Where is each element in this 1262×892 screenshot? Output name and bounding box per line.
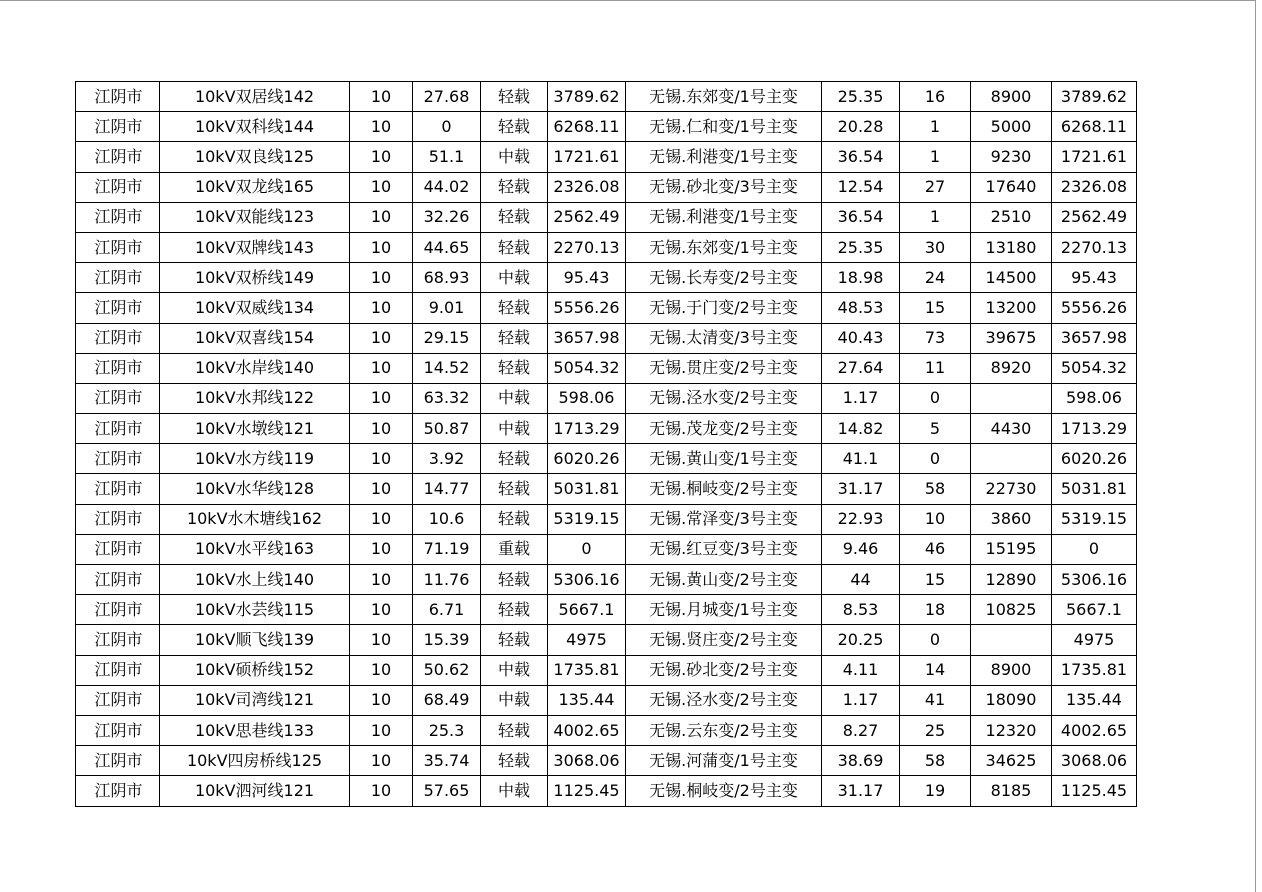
remaining-capacity-cell: 2326.08 — [1052, 172, 1137, 202]
remaining-capacity-cell: 1735.81 — [1052, 655, 1137, 685]
transformer-cell: 无锡.茂龙变/2号主变 — [626, 414, 822, 444]
line-name-cell: 10kV双居线142 — [160, 82, 350, 112]
installed-capacity-cell: 9230 — [971, 142, 1052, 172]
table-row — [76, 383, 1137, 413]
table-row — [76, 232, 1137, 262]
user-count-cell: 58 — [900, 746, 971, 776]
remaining-capacity-cell: 4975 — [1052, 625, 1137, 655]
available-capacity-cell: 6020.26 — [548, 444, 626, 474]
transformer-cell: 无锡.利港变/1号主变 — [626, 142, 822, 172]
load-status-cell: 轻载 — [481, 444, 548, 474]
user-count-cell: 15 — [900, 293, 971, 323]
transformer-cell: 无锡.常泽变/3号主变 — [626, 504, 822, 534]
user-count-cell: 30 — [900, 232, 971, 262]
transformer-load-rate-cell: 1.17 — [822, 383, 900, 413]
transformer-cell: 无锡.于门变/2号主变 — [626, 293, 822, 323]
remaining-capacity-cell: 5054.32 — [1052, 353, 1137, 383]
transformer-load-rate-cell: 8.27 — [822, 715, 900, 745]
installed-capacity-cell: 4430 — [971, 414, 1052, 444]
transformer-load-rate-cell: 41.1 — [822, 444, 900, 474]
available-capacity-cell: 95.43 — [548, 263, 626, 293]
transformer-load-rate-cell: 25.35 — [822, 82, 900, 112]
table-row — [76, 82, 1137, 112]
load-status-cell: 中载 — [481, 685, 548, 715]
city-cell: 江阴市 — [76, 565, 160, 595]
load-rate-cell: 15.39 — [413, 625, 481, 655]
load-status-cell: 轻载 — [481, 565, 548, 595]
load-rate-cell: 32.26 — [413, 202, 481, 232]
load-status-cell: 轻载 — [481, 625, 548, 655]
load-rate-cell: 50.87 — [413, 414, 481, 444]
city-cell: 江阴市 — [76, 112, 160, 142]
voltage-cell: 10 — [350, 715, 413, 745]
voltage-cell: 10 — [350, 82, 413, 112]
load-status-cell: 轻载 — [481, 202, 548, 232]
transformer-load-rate-cell: 36.54 — [822, 142, 900, 172]
load-rate-cell: 27.68 — [413, 82, 481, 112]
user-count-cell: 14 — [900, 655, 971, 685]
load-status-cell: 重载 — [481, 534, 548, 564]
line-name-cell: 10kV双龙线165 — [160, 172, 350, 202]
user-count-cell: 0 — [900, 444, 971, 474]
load-rate-cell: 35.74 — [413, 746, 481, 776]
load-rate-cell: 0 — [413, 112, 481, 142]
user-count-cell: 11 — [900, 353, 971, 383]
remaining-capacity-cell: 1721.61 — [1052, 142, 1137, 172]
transformer-load-rate-cell: 38.69 — [822, 746, 900, 776]
transformer-cell: 无锡.红豆变/3号主变 — [626, 534, 822, 564]
available-capacity-cell: 6268.11 — [548, 112, 626, 142]
line-name-cell: 10kV泗河线121 — [160, 776, 350, 806]
remaining-capacity-cell: 5556.26 — [1052, 293, 1137, 323]
installed-capacity-cell: 34625 — [971, 746, 1052, 776]
line-name-cell: 10kV双牌线143 — [160, 232, 350, 262]
installed-capacity-cell: 13180 — [971, 232, 1052, 262]
load-rate-cell: 68.49 — [413, 685, 481, 715]
load-status-cell: 中载 — [481, 414, 548, 444]
transformer-load-rate-cell: 48.53 — [822, 293, 900, 323]
transformer-cell: 无锡.砂北变/2号主变 — [626, 655, 822, 685]
voltage-cell: 10 — [350, 746, 413, 776]
remaining-capacity-cell: 6268.11 — [1052, 112, 1137, 142]
available-capacity-cell: 5031.81 — [548, 474, 626, 504]
user-count-cell: 18 — [900, 595, 971, 625]
load-status-cell: 轻载 — [481, 82, 548, 112]
user-count-cell: 0 — [900, 383, 971, 413]
table-row — [76, 172, 1137, 202]
city-cell: 江阴市 — [76, 715, 160, 745]
installed-capacity-cell: 39675 — [971, 323, 1052, 353]
remaining-capacity-cell: 4002.65 — [1052, 715, 1137, 745]
user-count-cell: 41 — [900, 685, 971, 715]
user-count-cell: 0 — [900, 625, 971, 655]
installed-capacity-cell: 8900 — [971, 655, 1052, 685]
transformer-load-rate-cell: 31.17 — [822, 474, 900, 504]
city-cell: 江阴市 — [76, 82, 160, 112]
installed-capacity-cell — [971, 383, 1052, 413]
table-row — [76, 263, 1137, 293]
line-name-cell: 10kV双威线134 — [160, 293, 350, 323]
city-cell: 江阴市 — [76, 353, 160, 383]
line-name-cell: 10kV双科线144 — [160, 112, 350, 142]
user-count-cell: 73 — [900, 323, 971, 353]
transformer-load-rate-cell: 20.28 — [822, 112, 900, 142]
installed-capacity-cell: 3860 — [971, 504, 1052, 534]
load-rate-cell: 71.19 — [413, 534, 481, 564]
remaining-capacity-cell: 5031.81 — [1052, 474, 1137, 504]
table-row — [76, 565, 1137, 595]
user-count-cell: 27 — [900, 172, 971, 202]
available-capacity-cell: 4975 — [548, 625, 626, 655]
transformer-cell: 无锡.贤庄变/2号主变 — [626, 625, 822, 655]
transformer-load-rate-cell: 9.46 — [822, 534, 900, 564]
transformer-cell: 无锡.东郊变/1号主变 — [626, 232, 822, 262]
load-status-cell: 轻载 — [481, 323, 548, 353]
transformer-cell: 无锡.月城变/1号主变 — [626, 595, 822, 625]
transformer-load-rate-cell: 44 — [822, 565, 900, 595]
voltage-cell: 10 — [350, 383, 413, 413]
load-rate-cell: 51.1 — [413, 142, 481, 172]
transformer-cell: 无锡.太清变/3号主变 — [626, 323, 822, 353]
voltage-cell: 10 — [350, 444, 413, 474]
voltage-cell: 10 — [350, 595, 413, 625]
table-row — [76, 655, 1137, 685]
transformer-cell: 无锡.利港变/1号主变 — [626, 202, 822, 232]
line-name-cell: 10kV四房桥线125 — [160, 746, 350, 776]
load-status-cell: 轻载 — [481, 172, 548, 202]
remaining-capacity-cell: 3789.62 — [1052, 82, 1137, 112]
city-cell: 江阴市 — [76, 232, 160, 262]
remaining-capacity-cell: 5306.16 — [1052, 565, 1137, 595]
remaining-capacity-cell: 2270.13 — [1052, 232, 1137, 262]
available-capacity-cell: 3789.62 — [548, 82, 626, 112]
line-name-cell: 10kV双喜线154 — [160, 323, 350, 353]
user-count-cell: 25 — [900, 715, 971, 745]
user-count-cell: 46 — [900, 534, 971, 564]
table-row — [76, 474, 1137, 504]
available-capacity-cell: 5667.1 — [548, 595, 626, 625]
city-cell: 江阴市 — [76, 444, 160, 474]
table-row — [76, 746, 1137, 776]
remaining-capacity-cell: 95.43 — [1052, 263, 1137, 293]
transformer-load-rate-cell: 20.25 — [822, 625, 900, 655]
city-cell: 江阴市 — [76, 293, 160, 323]
line-name-cell: 10kV水平线163 — [160, 534, 350, 564]
transformer-load-rate-cell: 8.53 — [822, 595, 900, 625]
city-cell: 江阴市 — [76, 685, 160, 715]
transformer-load-rate-cell: 22.93 — [822, 504, 900, 534]
remaining-capacity-cell: 3068.06 — [1052, 746, 1137, 776]
transformer-cell: 无锡.长寿变/2号主变 — [626, 263, 822, 293]
transformer-load-rate-cell: 25.35 — [822, 232, 900, 262]
available-capacity-cell: 2270.13 — [548, 232, 626, 262]
transformer-cell: 无锡.黄山变/1号主变 — [626, 444, 822, 474]
city-cell: 江阴市 — [76, 504, 160, 534]
voltage-cell: 10 — [350, 565, 413, 595]
voltage-cell: 10 — [350, 232, 413, 262]
table-body — [76, 82, 1137, 807]
city-cell: 江阴市 — [76, 383, 160, 413]
available-capacity-cell: 2326.08 — [548, 172, 626, 202]
load-status-cell: 轻载 — [481, 112, 548, 142]
table-row — [76, 595, 1137, 625]
transformer-cell: 无锡.泾水变/2号主变 — [626, 383, 822, 413]
table-row — [76, 293, 1137, 323]
transformer-cell: 无锡.河蒲变/1号主变 — [626, 746, 822, 776]
transformer-cell: 无锡.泾水变/2号主变 — [626, 685, 822, 715]
load-rate-cell: 44.65 — [413, 232, 481, 262]
table-row — [76, 625, 1137, 655]
voltage-cell: 10 — [350, 685, 413, 715]
voltage-cell: 10 — [350, 655, 413, 685]
transformer-cell: 无锡.桐岐变/2号主变 — [626, 776, 822, 806]
load-rate-cell: 14.77 — [413, 474, 481, 504]
line-name-cell: 10kV水木塘线162 — [160, 504, 350, 534]
transformer-cell: 无锡.仁和变/1号主变 — [626, 112, 822, 142]
table-row — [76, 534, 1137, 564]
line-name-cell: 10kV双桥线149 — [160, 263, 350, 293]
table-row — [76, 323, 1137, 353]
transformer-load-rate-cell: 27.64 — [822, 353, 900, 383]
available-capacity-cell: 5306.16 — [548, 565, 626, 595]
city-cell: 江阴市 — [76, 776, 160, 806]
voltage-cell: 10 — [350, 353, 413, 383]
load-status-cell: 中载 — [481, 142, 548, 172]
load-rate-cell: 29.15 — [413, 323, 481, 353]
installed-capacity-cell: 13200 — [971, 293, 1052, 323]
voltage-cell: 10 — [350, 625, 413, 655]
line-name-cell: 10kV水岸线140 — [160, 353, 350, 383]
remaining-capacity-cell: 0 — [1052, 534, 1137, 564]
remaining-capacity-cell: 1125.45 — [1052, 776, 1137, 806]
table-row — [76, 776, 1137, 806]
available-capacity-cell: 3657.98 — [548, 323, 626, 353]
available-capacity-cell: 5556.26 — [548, 293, 626, 323]
feeder-load-table — [75, 81, 1137, 807]
line-name-cell: 10kV硕桥线152 — [160, 655, 350, 685]
user-count-cell: 24 — [900, 263, 971, 293]
load-rate-cell: 6.71 — [413, 595, 481, 625]
available-capacity-cell: 5319.15 — [548, 504, 626, 534]
installed-capacity-cell: 8920 — [971, 353, 1052, 383]
voltage-cell: 10 — [350, 112, 413, 142]
voltage-cell: 10 — [350, 776, 413, 806]
user-count-cell: 15 — [900, 565, 971, 595]
available-capacity-cell: 1735.81 — [548, 655, 626, 685]
installed-capacity-cell: 8900 — [971, 82, 1052, 112]
user-count-cell: 1 — [900, 112, 971, 142]
load-status-cell: 轻载 — [481, 474, 548, 504]
user-count-cell: 1 — [900, 202, 971, 232]
available-capacity-cell: 1713.29 — [548, 414, 626, 444]
city-cell: 江阴市 — [76, 172, 160, 202]
city-cell: 江阴市 — [76, 625, 160, 655]
table-row — [76, 504, 1137, 534]
voltage-cell: 10 — [350, 293, 413, 323]
available-capacity-cell: 135.44 — [548, 685, 626, 715]
remaining-capacity-cell: 598.06 — [1052, 383, 1137, 413]
transformer-load-rate-cell: 40.43 — [822, 323, 900, 353]
line-name-cell: 10kV司湾线121 — [160, 685, 350, 715]
load-status-cell: 中载 — [481, 655, 548, 685]
load-status-cell: 轻载 — [481, 293, 548, 323]
installed-capacity-cell: 5000 — [971, 112, 1052, 142]
remaining-capacity-cell: 2562.49 — [1052, 202, 1137, 232]
transformer-load-rate-cell: 36.54 — [822, 202, 900, 232]
city-cell: 江阴市 — [76, 263, 160, 293]
voltage-cell: 10 — [350, 534, 413, 564]
available-capacity-cell: 1125.45 — [548, 776, 626, 806]
user-count-cell: 10 — [900, 504, 971, 534]
transformer-cell: 无锡.贯庄变/2号主变 — [626, 353, 822, 383]
available-capacity-cell: 0 — [548, 534, 626, 564]
user-count-cell: 1 — [900, 142, 971, 172]
city-cell: 江阴市 — [76, 595, 160, 625]
table-row — [76, 142, 1137, 172]
table-row — [76, 414, 1137, 444]
load-rate-cell: 50.62 — [413, 655, 481, 685]
load-rate-cell: 25.3 — [413, 715, 481, 745]
line-name-cell: 10kV水邦线122 — [160, 383, 350, 413]
remaining-capacity-cell: 135.44 — [1052, 685, 1137, 715]
transformer-cell: 无锡.桐岐变/2号主变 — [626, 474, 822, 504]
load-status-cell: 轻载 — [481, 746, 548, 776]
installed-capacity-cell: 12320 — [971, 715, 1052, 745]
load-rate-cell: 14.52 — [413, 353, 481, 383]
table-row — [76, 685, 1137, 715]
load-rate-cell: 44.02 — [413, 172, 481, 202]
table-row — [76, 715, 1137, 745]
available-capacity-cell: 1721.61 — [548, 142, 626, 172]
voltage-cell: 10 — [350, 323, 413, 353]
load-rate-cell: 57.65 — [413, 776, 481, 806]
remaining-capacity-cell: 5667.1 — [1052, 595, 1137, 625]
voltage-cell: 10 — [350, 202, 413, 232]
load-rate-cell: 9.01 — [413, 293, 481, 323]
load-status-cell: 轻载 — [481, 715, 548, 745]
transformer-cell: 无锡.云东变/2号主变 — [626, 715, 822, 745]
table-row — [76, 444, 1137, 474]
line-name-cell: 10kV水华线128 — [160, 474, 350, 504]
installed-capacity-cell: 17640 — [971, 172, 1052, 202]
load-status-cell: 轻载 — [481, 595, 548, 625]
load-status-cell: 中载 — [481, 776, 548, 806]
line-name-cell: 10kV思巷线133 — [160, 715, 350, 745]
available-capacity-cell: 598.06 — [548, 383, 626, 413]
load-status-cell: 轻载 — [481, 232, 548, 262]
available-capacity-cell: 2562.49 — [548, 202, 626, 232]
load-status-cell: 轻载 — [481, 504, 548, 534]
city-cell: 江阴市 — [76, 655, 160, 685]
city-cell: 江阴市 — [76, 474, 160, 504]
installed-capacity-cell: 2510 — [971, 202, 1052, 232]
voltage-cell: 10 — [350, 263, 413, 293]
load-rate-cell: 63.32 — [413, 383, 481, 413]
transformer-load-rate-cell: 14.82 — [822, 414, 900, 444]
installed-capacity-cell — [971, 625, 1052, 655]
transformer-cell: 无锡.黄山变/2号主变 — [626, 565, 822, 595]
user-count-cell: 19 — [900, 776, 971, 806]
installed-capacity-cell: 12890 — [971, 565, 1052, 595]
load-rate-cell: 3.92 — [413, 444, 481, 474]
transformer-load-rate-cell: 1.17 — [822, 685, 900, 715]
city-cell: 江阴市 — [76, 202, 160, 232]
table-row — [76, 353, 1137, 383]
transformer-load-rate-cell: 12.54 — [822, 172, 900, 202]
transformer-load-rate-cell: 31.17 — [822, 776, 900, 806]
table-row — [76, 112, 1137, 142]
installed-capacity-cell — [971, 444, 1052, 474]
voltage-cell: 10 — [350, 474, 413, 504]
user-count-cell: 5 — [900, 414, 971, 444]
line-name-cell: 10kV双能线123 — [160, 202, 350, 232]
transformer-load-rate-cell: 18.98 — [822, 263, 900, 293]
transformer-cell: 无锡.砂北变/3号主变 — [626, 172, 822, 202]
load-rate-cell: 11.76 — [413, 565, 481, 595]
line-name-cell: 10kV水方线119 — [160, 444, 350, 474]
remaining-capacity-cell: 5319.15 — [1052, 504, 1137, 534]
installed-capacity-cell: 18090 — [971, 685, 1052, 715]
available-capacity-cell: 4002.65 — [548, 715, 626, 745]
transformer-cell: 无锡.东郊变/1号主变 — [626, 82, 822, 112]
transformer-load-rate-cell: 4.11 — [822, 655, 900, 685]
installed-capacity-cell: 14500 — [971, 263, 1052, 293]
city-cell: 江阴市 — [76, 746, 160, 776]
voltage-cell: 10 — [350, 142, 413, 172]
available-capacity-cell: 3068.06 — [548, 746, 626, 776]
remaining-capacity-cell: 3657.98 — [1052, 323, 1137, 353]
line-name-cell: 10kV顺飞线139 — [160, 625, 350, 655]
available-capacity-cell: 5054.32 — [548, 353, 626, 383]
voltage-cell: 10 — [350, 504, 413, 534]
table-row — [76, 202, 1137, 232]
line-name-cell: 10kV双良线125 — [160, 142, 350, 172]
line-name-cell: 10kV水芸线115 — [160, 595, 350, 625]
city-cell: 江阴市 — [76, 142, 160, 172]
installed-capacity-cell: 22730 — [971, 474, 1052, 504]
line-name-cell: 10kV水上线140 — [160, 565, 350, 595]
voltage-cell: 10 — [350, 172, 413, 202]
line-name-cell: 10kV水墩线121 — [160, 414, 350, 444]
remaining-capacity-cell: 6020.26 — [1052, 444, 1137, 474]
load-status-cell: 中载 — [481, 383, 548, 413]
load-rate-cell: 68.93 — [413, 263, 481, 293]
installed-capacity-cell: 8185 — [971, 776, 1052, 806]
load-status-cell: 中载 — [481, 263, 548, 293]
installed-capacity-cell: 15195 — [971, 534, 1052, 564]
load-rate-cell: 10.6 — [413, 504, 481, 534]
voltage-cell: 10 — [350, 414, 413, 444]
installed-capacity-cell: 10825 — [971, 595, 1052, 625]
user-count-cell: 58 — [900, 474, 971, 504]
city-cell: 江阴市 — [76, 323, 160, 353]
city-cell: 江阴市 — [76, 414, 160, 444]
user-count-cell: 16 — [900, 82, 971, 112]
city-cell: 江阴市 — [76, 534, 160, 564]
load-status-cell: 轻载 — [481, 353, 548, 383]
remaining-capacity-cell: 1713.29 — [1052, 414, 1137, 444]
